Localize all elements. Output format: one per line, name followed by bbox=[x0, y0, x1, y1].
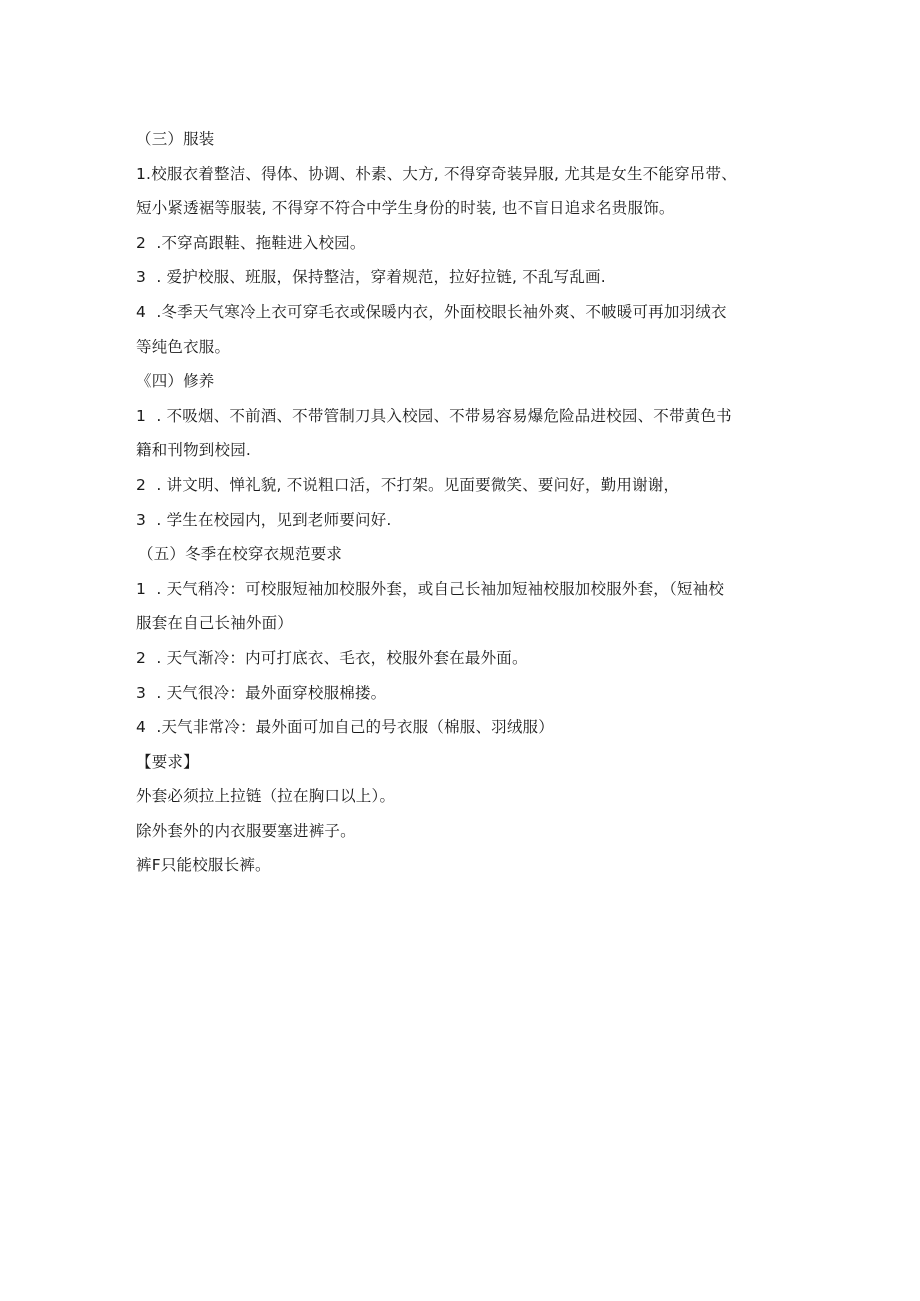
section-heading-clothing: （三）服装 bbox=[136, 130, 215, 148]
section-heading-winter-dress: （五）冬季在校穿衣规范要求 bbox=[138, 545, 343, 564]
list-item: 4 .冬季天气寒冷上衣可穿毛衣或保暖内衣，外面校眼长袖外爽、不帔暖可再加羽绒衣 bbox=[136, 302, 727, 321]
list-item: 2 . 讲文明、惮礼貌, 不说粗口活，不打架。见面要微笑、要问好，勤用谢谢， bbox=[136, 475, 680, 494]
list-item: 3 . 爱护校服、班服，保持整洁，穿着规范，拉好拉链, 不乱写乱画. bbox=[136, 268, 606, 287]
paragraph-line: 短小紧透裾等服装, 不得穿不符合中学生身份的时装, 也不盲日追求名贵服饰。 bbox=[136, 199, 675, 218]
list-item: 1 . 天气稍冷：可校服短袖加校服外套，或自己长袖加短袖校服加校服外套，（短袖校 bbox=[136, 579, 725, 598]
list-item: 2 . 天气渐冷：内可打底衣、毛衣，校服外套在最外面。 bbox=[136, 648, 528, 667]
section-heading-manners: 《四）修养 bbox=[136, 372, 215, 391]
list-item: 3 . 学生在校园内，见到老师要问好. bbox=[136, 510, 392, 529]
paragraph-line: 服套在自己长袖外面） bbox=[136, 614, 294, 633]
document-body bbox=[136, 122, 796, 883]
list-item: 1 . 不吸烟、不前酒、不带管制刀具入校园、不带易容易爆危险品进校园、不带黄色书 bbox=[136, 406, 732, 425]
paragraph-line: 籍和刊物到校园. bbox=[136, 441, 252, 460]
list-item: 4 .天气非常冷：最外面可加自己的号衣服（棉服、羽绒服） bbox=[136, 718, 554, 737]
requirement-line: 除外套外的内衣服要塞进裤子。 bbox=[136, 821, 356, 840]
requirement-line: 裤F只能校服长裤。 bbox=[136, 856, 271, 875]
section-heading-requirements: 【要求】 bbox=[136, 752, 199, 771]
list-item: 2 .不穿高跟鞋、拖鞋进入校园。 bbox=[136, 233, 366, 252]
list-item: 3 . 天气很冷：最外面穿校服棉搂。 bbox=[136, 683, 387, 702]
paragraph-line: 1.校服衣着整洁、得体、协调、朴素、大方, 不得穿奇装异服, 尤其是女生不能穿吊带、 bbox=[136, 164, 737, 183]
paragraph-line: 等纯色衣服。 bbox=[136, 337, 231, 356]
requirement-line: 外套必须拉上拉链（拉在胸口以上）。 bbox=[136, 787, 396, 806]
